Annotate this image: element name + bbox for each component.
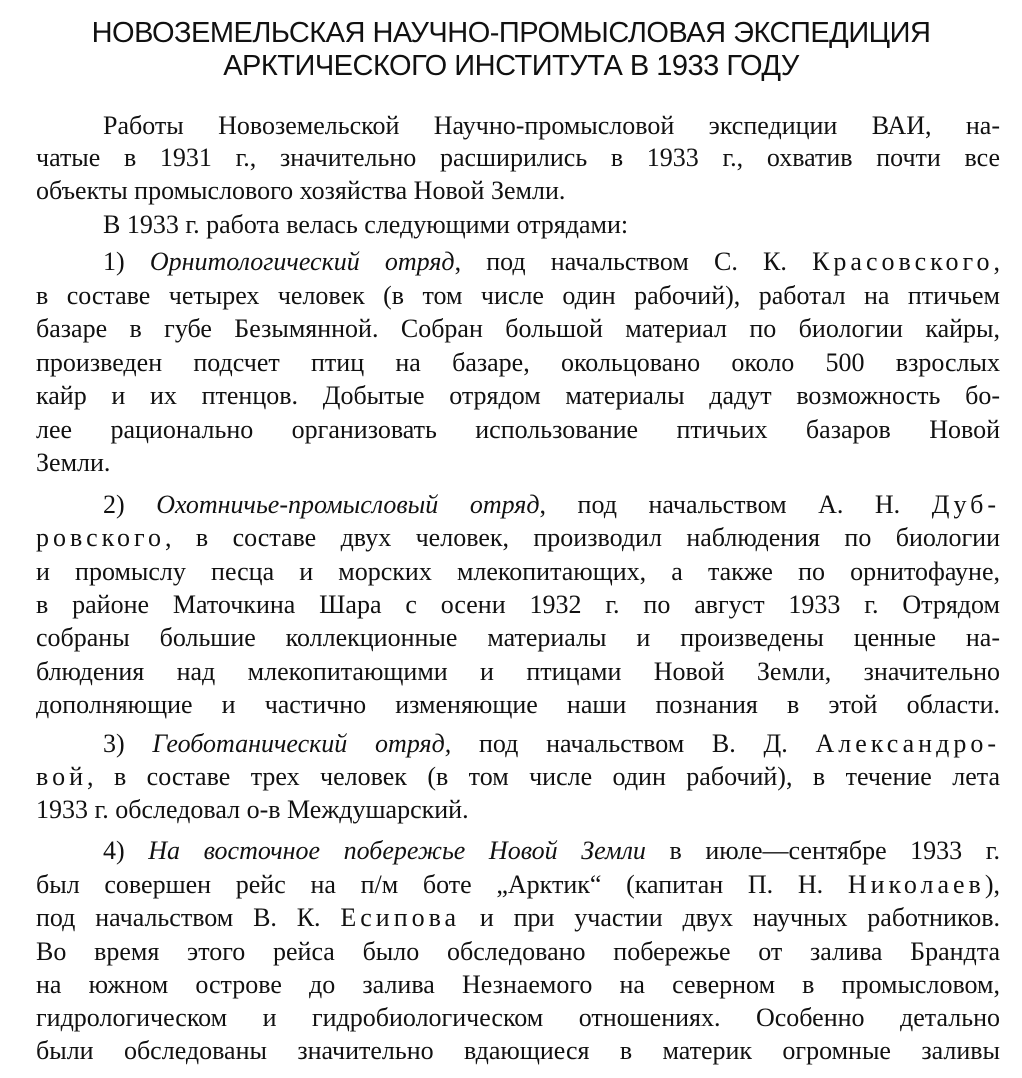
text-line (103, 488, 1000, 522)
text-line (36, 413, 1000, 447)
text-run: собраны большие коллекционные материалы и произведены ценные на- (36, 623, 1000, 652)
spaced-name: Александро- (815, 729, 1000, 758)
text-run: на южном острове до залива Незнаемого на северном в промысловом, (36, 970, 1000, 999)
text-run: в июле—сентябре 1933 г. (645, 836, 1000, 865)
text-line (36, 621, 1000, 655)
text-line (103, 109, 1000, 143)
text-run: 1) (103, 247, 150, 276)
text-run: 4) (103, 836, 149, 865)
text-run: , под начальством А. Н. (539, 490, 932, 519)
title-line-1: НОВОЗЕМЕЛЬСКАЯ НАУЧНО-ПРОМЫСЛОВАЯ ЭКСПЕДИЦИЯ (91, 17, 931, 49)
spaced-name: Николаев (847, 870, 985, 899)
text-run: 1933 г. обследовал о-в Междушарский. (36, 795, 469, 824)
text-run: 3) (103, 729, 153, 758)
text-line (36, 868, 1000, 902)
text-line (36, 655, 1000, 689)
text-line (36, 446, 1000, 480)
text-run: блюдения над млекопитающими и птицами Новой Земли, значительно (36, 657, 1000, 686)
title-line-2: АРКТИЧЕСКОГО ИНСТИТУТА В 1933 ГОДУ (223, 50, 799, 82)
text-run: базаре в губе Безымянной. Собран большой материал по биологии кайры, (36, 314, 1000, 343)
text-line (36, 793, 1000, 827)
text-run: произведен подсчет птиц на базаре, окольцовано около 500 взрослых (36, 348, 1000, 377)
text-run: ), (984, 870, 1000, 899)
text-run: , в составе трех человек (в том числе один рабочий), в течение лета (87, 762, 1000, 791)
text-run: был совершен рейс на п/м боте „Арктик“ (капитан П. Н. (36, 870, 848, 899)
spaced-name: Есипова (340, 903, 461, 932)
text-run: 2) (103, 490, 157, 519)
text-run: Земли. (36, 448, 111, 477)
italic-heading: На восточное побережье Новой Земли (148, 836, 646, 865)
text-run: и при участии двух научных работников. (460, 903, 1000, 932)
text-line (36, 935, 1000, 969)
text-line (36, 279, 1000, 313)
spaced-name: Дуб- (931, 490, 1000, 519)
text-run: дополняющие и частично изменяющие наши познания в этой области. (36, 690, 1000, 719)
text-run: под начальством В. Д. (451, 729, 816, 758)
text-run: чатые в 1931 г., значительно расширились в 1933 г., охватив почти все (36, 143, 1000, 172)
text-line (36, 1001, 1000, 1035)
italic-heading: Охотничье-промысловый отряд (156, 490, 540, 519)
text-run: , (993, 247, 1000, 276)
text-line (103, 208, 1000, 242)
text-run: гидрологическом и гидробиологическом отношениях. Особенно детально (36, 1003, 1000, 1032)
text-line (36, 174, 1000, 208)
text-run: в районе Маточкина Шара с осени 1932 г. по август 1933 г. Отрядом (36, 590, 1000, 619)
text-line (36, 521, 1000, 555)
text-run: и промыслу песца и морских млекопитающих, а также по орнитофауне, (36, 557, 1000, 586)
italic-heading: Геоботанический отряд, (152, 729, 452, 758)
text-line (103, 834, 1000, 868)
text-line (36, 688, 1000, 722)
text-run: лее рационально организовать использование птичьих базаров Новой (36, 415, 1000, 444)
text-run: Во время этого рейса было обследовано побережье от залива Брандта (36, 937, 1000, 966)
text-line (103, 245, 1000, 279)
text-run: объекты промыслового хозяйства Новой Земли. (36, 176, 566, 205)
text-line (36, 901, 1000, 935)
spaced-name: вой (36, 762, 88, 791)
text-run: В 1933 г. работа велась следующими отрядами: (103, 210, 629, 239)
text-line (103, 727, 1000, 761)
text-run: в составе четырех человек (в том числе один рабочий), работал на птичьем (36, 281, 1000, 310)
text-line (36, 760, 1000, 794)
text-line (36, 312, 1000, 346)
text-run: , в составе двух человек, производил наблюдения по биологии (165, 523, 1000, 552)
spaced-name: Красовского (812, 247, 994, 276)
text-run: , под начальством С. К. (454, 247, 813, 276)
text-line (36, 141, 1000, 175)
text-line (36, 1034, 1000, 1068)
text-run: Работы Новоземельской Научно-промысловой экспедиции ВАИ, на- (103, 111, 1000, 140)
text-line (36, 555, 1000, 589)
text-run: были обследованы значительно вдающиеся в материк огромные заливы (36, 1036, 1000, 1065)
text-line (36, 379, 1000, 413)
italic-heading: Орнитологический отряд (149, 247, 455, 276)
text-run: под начальством В. К. (36, 903, 341, 932)
text-line (36, 346, 1000, 380)
text-run: кайр и их птенцов. Добытые отрядом материалы дадут возможность бо- (36, 381, 1000, 410)
text-line (36, 588, 1000, 622)
spaced-name: ровского (36, 523, 165, 552)
text-line (36, 968, 1000, 1002)
